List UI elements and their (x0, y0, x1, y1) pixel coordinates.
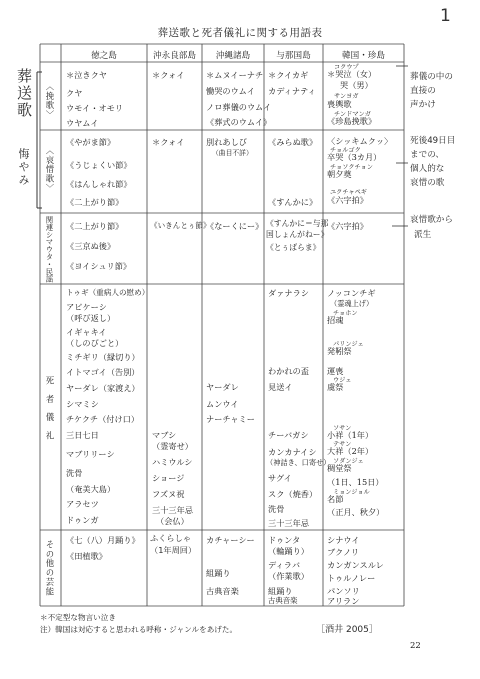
cell-text: パンソリ (327, 586, 360, 596)
cell-text: ＊ムヌイーナチ (206, 70, 264, 80)
cell-text: ノッコンチギ (327, 288, 376, 298)
page-title: 葬送歌と死者儀礼に関する用語表 (157, 27, 323, 39)
cell-text: 運喪 (327, 366, 344, 376)
row-label-sonota: その他の芸能 (45, 540, 55, 597)
footnote: ＊不定型な物言い泣き (40, 613, 116, 622)
cell-text: チケクチ（付け口） (66, 414, 140, 424)
handwritten-note: （1年周回） (150, 545, 197, 555)
handwritten-signature: ［酒井 2005］ (316, 625, 378, 635)
cell-text: 三十三年忌 (152, 505, 193, 515)
handwritten-note: 直接の (410, 86, 436, 96)
cell-text: ナーチャミー (206, 414, 255, 424)
cell-text: 小祥（1年） (327, 430, 374, 440)
cell-text: 《ヨイシュリ節》 (66, 261, 132, 271)
handwritten-note: 哀惜の歌 (410, 178, 445, 188)
cell-text: アリラン (327, 596, 360, 606)
cell-text: 発靷祭 (327, 346, 352, 356)
cell-text: トゥルノレー (327, 573, 376, 583)
cell-text: 三日七日 (66, 430, 99, 440)
cell-text: 三十三年忌 (268, 518, 309, 528)
cell-text: （1日、15日） (327, 477, 384, 487)
handwritten-note: 声かけ (410, 100, 436, 110)
cell-text: ハミウルシ (152, 457, 193, 467)
cell-text: 《田植歌》 (66, 551, 107, 561)
ruby-text: ミョンジョル (333, 489, 370, 496)
row-label-kanren: 関連シマウタ・民謡 (45, 216, 54, 283)
cell-text: 《葬式のウムイ》 (206, 117, 272, 127)
row-label-girei: 死者儀礼 (45, 376, 55, 450)
handwritten-note: 葬儀の中の (410, 72, 453, 82)
header-okinawa: 沖縄諸島 (215, 51, 251, 61)
cell-text: 招魂 (327, 315, 344, 325)
cell-text: 〈シッキムクッ〉 (327, 136, 393, 146)
cell-text: ＊哭泣（女） (327, 69, 377, 79)
cell-text: 《二上がり節》 (66, 221, 124, 231)
cell-text: 《とぅばらま》 (266, 243, 321, 252)
cell-text: 国しょんがねー》 (266, 230, 329, 239)
handwritten-note: ふくらしゃ (150, 533, 191, 543)
cell-text: 《六字拍》 (327, 195, 368, 205)
cell-text: 虞祭 (327, 382, 344, 392)
cell-text: 洗骨 (66, 468, 83, 478)
cell-text: ブクノリ (327, 547, 360, 557)
cell-text: 組踊り (206, 568, 231, 578)
handwritten-note: 悔やみ (17, 148, 30, 187)
handwritten-note: 哀惜歌から (410, 215, 453, 225)
cell-text: 《すんかに》 (268, 197, 318, 207)
cell-text: わかれの盃 (268, 366, 309, 376)
cell-text: カディナティ (268, 86, 316, 96)
cell-text: ＊クォイ (152, 137, 185, 147)
handwritten-note: 派生 (414, 230, 432, 240)
handwritten-note: 個人的な (410, 164, 445, 174)
cell-text: （呼び返し） (66, 313, 116, 323)
cell-text: 《すんかに＝与那 (266, 219, 329, 228)
cell-text: ウモイ・オモリ (66, 103, 124, 113)
header-yonaguni: 与那国島 (276, 51, 311, 61)
footnote: 注）韓国は対応すると思われる呼称・ジャンルをあげた。 (40, 625, 238, 634)
page-number: 22 (410, 641, 421, 651)
cell-text: （しのびごと） (66, 338, 124, 348)
cell-text: トゥギ（重病人の慰め） (66, 288, 150, 297)
cell-text: カンガンスルレ (327, 560, 384, 570)
cell-text: カンカナイシ (268, 447, 317, 457)
cell-text: 朝夕奠 (327, 169, 352, 179)
cell-text: マブリリーシ (66, 449, 115, 459)
cell-text: 《なーくにー》 (206, 221, 264, 231)
cell-text: ミチギリ（縁切り） (66, 352, 140, 362)
ruby-text: テサン (333, 441, 352, 448)
cell-text: 古典音楽 (268, 596, 298, 605)
cell-text: ヤーダレ (206, 382, 239, 392)
cell-text: シマミシ (66, 399, 99, 409)
cell-text: アビケーシ (66, 302, 107, 312)
header-tokunoshima: 徳之島 (91, 51, 117, 61)
cell-text: 《珍島挽歌》 (327, 116, 377, 126)
cell-text: ＊クォイ (152, 70, 185, 80)
ruby-text: ウジェ (333, 377, 352, 384)
row-label-banka: 〈挽歌〉 (45, 82, 55, 120)
header-korea: 韓国・珍島 (342, 51, 385, 61)
cell-text: 《みらぬ歌》 (268, 137, 318, 147)
cell-text: 見送イ (268, 382, 293, 392)
cell-text: スク（焼香） (268, 489, 318, 499)
cell-text: （会仏） (156, 516, 189, 526)
ruby-text: チョホン (333, 310, 358, 317)
cell-text: ドゥンガ (66, 515, 99, 525)
cell-text: ノロ葬儀のウムイ (206, 102, 272, 112)
cell-text: 喪輿歌 (327, 99, 352, 109)
cell-text: 別れあしび (206, 137, 247, 147)
cell-text: 卒哭（3カ月） (327, 152, 382, 162)
cell-text: 組踊り (268, 586, 293, 596)
cell-text: 《いきんとぅ節》 (150, 221, 211, 230)
cell-text: （霊寄せ） (152, 441, 193, 451)
cell-text: （霊魂上げ） (330, 299, 374, 308)
cell-text: シナウイ (327, 535, 360, 545)
cell-text: （作業歌） (268, 571, 309, 581)
cell-text: 《やがま節》 (66, 137, 116, 147)
ruby-text: サンヨガ (334, 93, 359, 100)
ruby-text: チョソクチョン (330, 164, 373, 171)
cell-text: ムンウイ (206, 399, 239, 409)
cell-text: ヤーダレ（家渡え） (66, 383, 140, 393)
cell-text: ショージ (152, 473, 185, 483)
cell-text: （輪踊り） (268, 546, 309, 556)
cell-text: 《三京ぬ後》 (66, 241, 116, 251)
cell-text: 《七（八）月踊り》 (66, 535, 140, 545)
cell-text: 稠堂祭 (327, 463, 352, 473)
cell-text: 名節 (327, 494, 344, 504)
cell-text: （曲目不詳） (212, 149, 253, 157)
row-label-aiseki: 〈哀惜歌〉 (45, 146, 55, 193)
cell-text: 《六字拍》 (327, 221, 368, 231)
cell-text: 《はんしゃれ節》 (66, 179, 132, 189)
cell-text: マブシ (152, 430, 177, 440)
cell-text: アラセツ (66, 499, 99, 509)
ruby-text: ソダンジェ (333, 458, 364, 465)
cell-text: クヤ (66, 88, 83, 98)
cell-text: （奄美大島） (66, 484, 116, 494)
ruby-text: ユクチャペギ (330, 189, 367, 196)
cell-text: ウヤムイ (66, 118, 99, 128)
cell-text: 哭（男） (340, 80, 373, 90)
cell-text: カチャーシー (206, 535, 255, 545)
cell-text: 《うじょくい節》 (66, 160, 132, 170)
cell-text: サグイ (268, 473, 292, 483)
ruby-text: パリンジェ (333, 341, 364, 348)
cell-text: チーバガシ (268, 430, 309, 440)
handwritten-note: 葬送歌 (15, 68, 33, 119)
cell-text: ＊泣きクヤ (66, 70, 107, 80)
page-corner-number: 1 (440, 6, 451, 26)
cell-text: 洗骨 (268, 504, 285, 514)
cell-text: イギャキイ (66, 327, 107, 337)
ruby-text: チョルゴク (330, 147, 361, 154)
ruby-text: チンドマンガ (334, 111, 371, 118)
ruby-text: ソサン (333, 425, 352, 432)
handwritten-note: 死後49日目 (410, 136, 456, 146)
cell-text: フズヌ祝 (152, 489, 185, 499)
ruby-text: コクウプ (334, 64, 359, 71)
cell-text: イトマゴイ（告別） (66, 367, 140, 377)
cell-text: 古典音楽 (206, 586, 239, 596)
cell-text: ダァナラシ (268, 288, 309, 298)
handwritten-note: までの、 (410, 150, 445, 160)
cell-text: 慟哭のウムイ (206, 86, 255, 96)
cell-text: 大祥（2年） (327, 446, 374, 456)
cell-text: 《二上がり節》 (66, 197, 124, 207)
cell-text: ＊クイカギ (268, 70, 309, 80)
cell-text: ドゥンタ (268, 535, 301, 545)
cell-text: ディラバ (268, 560, 301, 570)
cell-text: （神詰き、口寄せ） (266, 458, 331, 467)
header-okinoerabu: 沖永良部島 (153, 51, 196, 61)
cell-text: （正月、秋夕） (327, 507, 385, 517)
